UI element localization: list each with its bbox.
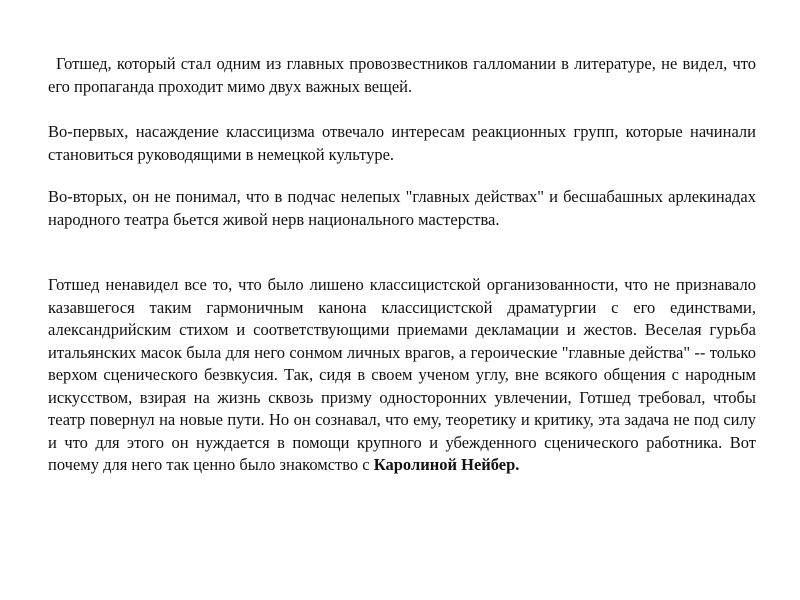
paragraph-body-text: Готшед ненавидел все то, что было лишено классицистской организованности, что не признавало казавшегося таким гармоничным канона классицистской драматургии с его единствами, александрийским стихом и соответствующими приемами декламации и жестов. Веселая гурьба итальянских масок была для него сонмом личных врагов, а героические "главные действа" -- только верхом сценического безвкусия. Так, сидя в своем ученом углу, вне всякого общения с народным искусством, взирая на жизнь сквозь призму односторонних увлечении, Готшед требовал, чтобы театр повернул на новые пути. Но он сознавал, что ему, теоретику и критику, эта задача не под силу и что для этого он нуждается в помощи крупного и убежденного сценического работника. Вот почему для него так ценно было знакомство с [48,275,756,474]
paragraph-first-point: Во-первых, насаждение классицизма отвечало интересам реакционных групп, которые начинали становиться руководящими в немецкой культуре. [48,122,756,164]
paragraph-second-point: Во-вторых, он не понимал, что в подчас нелепых "главных действах" и бесшабашных арлекинадах народного театра бьется живой нерв национального мастерства. [48,187,756,229]
paragraph-gottsched-theatre [48,274,756,477]
caroline-neuber-name: Каролиной Нейбер. [373,455,520,474]
paragraph-gallomania: Готшед, который стал одним из главных провозвестников галломании в литературе, не видел, что его пропаганда проходит мимо двух важных вещей. [48,54,756,96]
